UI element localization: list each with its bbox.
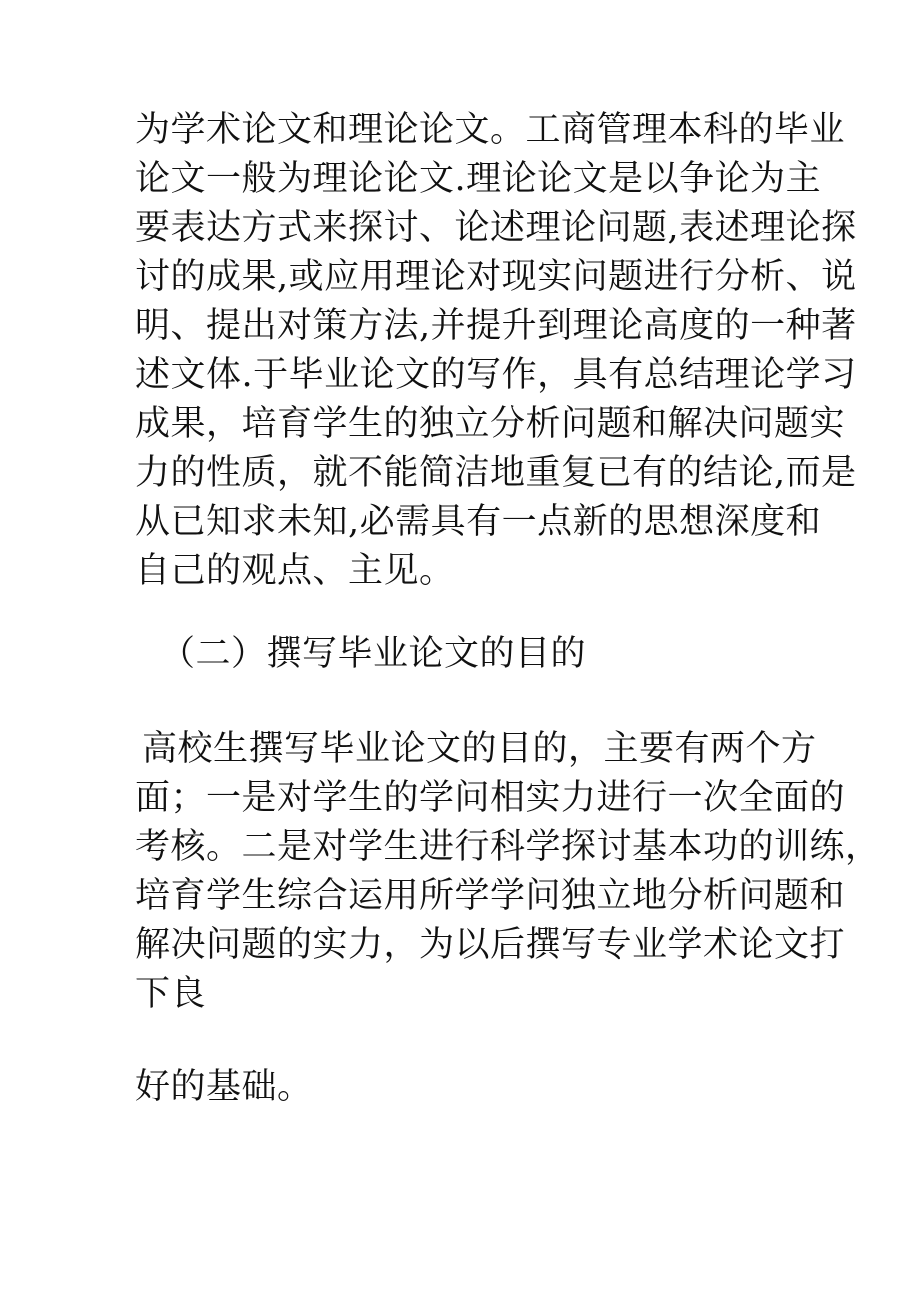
paragraph-line: 好的基础。 bbox=[135, 1067, 313, 1107]
paragraph-line: 讨的成果,或应用理论对现实问题进行分析、说 bbox=[135, 257, 857, 297]
paragraph-line: 力的性质，就不能简洁地重复已有的结论,而是 bbox=[135, 453, 857, 493]
paragraph-line: 解决问题的实力，为以后撰写专业学术论文打 bbox=[135, 925, 846, 965]
paragraph-line: 面；一是对学生的学问相实力进行一次全面的 bbox=[135, 778, 846, 818]
paragraph-line: 高校生撰写毕业论文的目的，主要有两个方 bbox=[142, 729, 817, 769]
paragraph-line: 培育学生综合运用所学学问独立地分析问题和 bbox=[135, 876, 846, 916]
paragraph-line: 要表达方式来探讨、论述理论问题,表述理论探 bbox=[135, 208, 857, 248]
paragraph-line: 论文一般为理论论文.理论论文是以争论为主 bbox=[135, 159, 822, 199]
paragraph-line: 述文体.于毕业论文的写作，具有总结理论学习 bbox=[135, 355, 857, 395]
paragraph-line: 下良 bbox=[135, 974, 207, 1014]
paragraph-line: 考核。二是对学生进行科学探讨基本功的训练， bbox=[135, 827, 881, 867]
paragraph-line: 明、提出对策方法,并提升到理论高度的一种著 bbox=[135, 306, 857, 346]
section-heading: （二）撰写毕业论文的目的 bbox=[160, 634, 587, 674]
paragraph-line: 从已知求未知,必需具有一点新的思想深度和 bbox=[135, 502, 822, 542]
paragraph-line: 为学术论文和理论论文。工商管理本科的毕业 bbox=[135, 110, 846, 150]
paragraph-line: 自己的观点、主见。 bbox=[135, 551, 455, 591]
paragraph-line: 成果，培育学生的独立分析问题和解决问题实 bbox=[135, 404, 846, 444]
